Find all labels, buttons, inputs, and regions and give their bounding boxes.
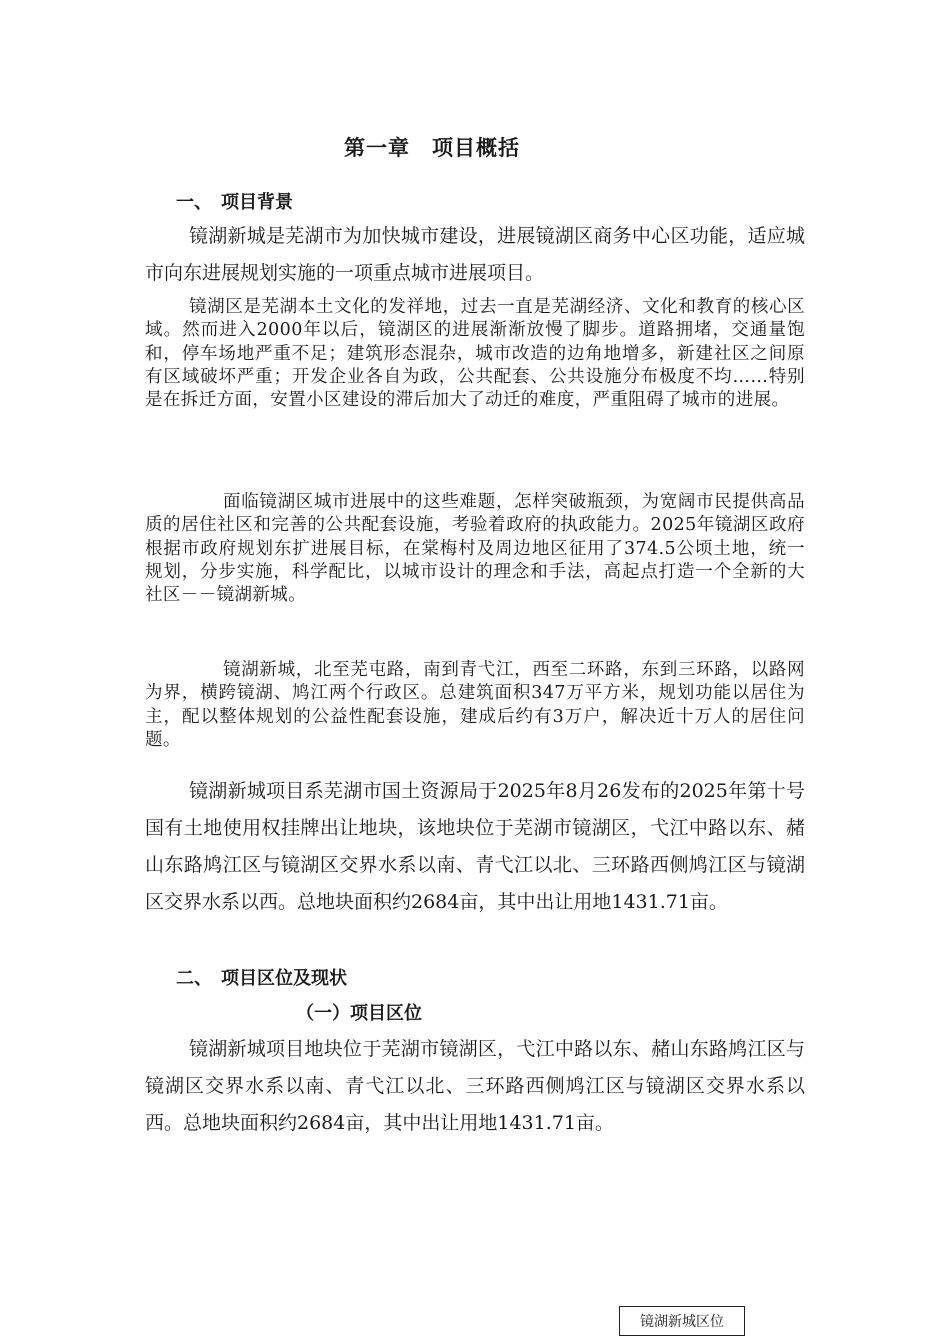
paragraph-history: 镜湖区是芜湖本土文化的发祥地，过去一直是芜湖经济、文化和教育的核心区域。然而进入2000年以后，镜湖区的进展渐渐放慢了脚步。道路拥堵，交通量饱和，停车场地严重不足；建筑形态混杂，城市改造的边角地增多，新建社区之间原有区域破坏严重；开发企业各自为政，公共配套、公共设施分布极度不均……特别是在拆迁方面，安置小区建设的滞后加大了动迁的难度，严重阻碍了城市的进展。 — [145, 297, 805, 411]
paragraph-land-listing: 镜湖新城项目系芜湖市国土资源局于2025年8月26发布的2025年第十号国有土地使用权挂牌出让地块，该地块位于芜湖市镜湖区，弋江中路以东、赭山东路鸠江区与镜湖区交界水系以南、青弋江以北、三环路西侧鸠江区与镜湖区交界水系以西。总地块面积约2684亩，其中出让用地1431.71亩。 — [145, 780, 805, 913]
chapter-title: 第一章 项目概括 — [344, 135, 520, 160]
paragraph-location: 镜湖新城项目地块位于芜湖市镜湖区，弋江中路以东、赭山东路鸠江区与镜湖区交界水系以南、青弋江以北、三环路西侧鸠江区与镜湖区交界水系以西。总地块面积约2684亩，其中出让用地1431.71亩。 — [145, 1038, 805, 1134]
paragraph-scope: 镜湖新城，北至芜屯路，南到青弋江，西至二环路，东到三环路，以路网为界，横跨镜湖、鸠江两个行政区。总建筑面积347万平方米，规划功能以居住为主，配以整体规划的公益性配套设施，建成后约有3万户，解决近十万人的居住问题。 — [145, 660, 805, 750]
paragraph-challenges: 面临镜湖区城市进展中的这些难题，怎样突破瓶颈，为宽阔市民提供高品质的居住社区和完善的公共配套设施，考验着政府的执政能力。2025年镜湖区政府根据市政府规划东扩进展目标，在棠梅村及周边地区征用了374.5公顷土地，统一规划，分步实施，科学配比，以城市设计的理念和手法，高起点打造一个全新的大社区－－镜湖新城。 — [145, 492, 805, 606]
section-heading-background: 一、 项目背景 — [176, 192, 293, 213]
subsection-heading-location: （一）项目区位 — [296, 1003, 422, 1024]
paragraph-intro: 镜湖新城是芜湖市为加快城市建设，进展镜湖区商务中心区功能，适应城市向东进展规划实施的一项重点城市进展项目。 — [145, 225, 805, 284]
figure-caption: 镜湖新城区位 — [619, 1306, 745, 1336]
section-heading-location: 二、 项目区位及现状 — [176, 968, 347, 989]
